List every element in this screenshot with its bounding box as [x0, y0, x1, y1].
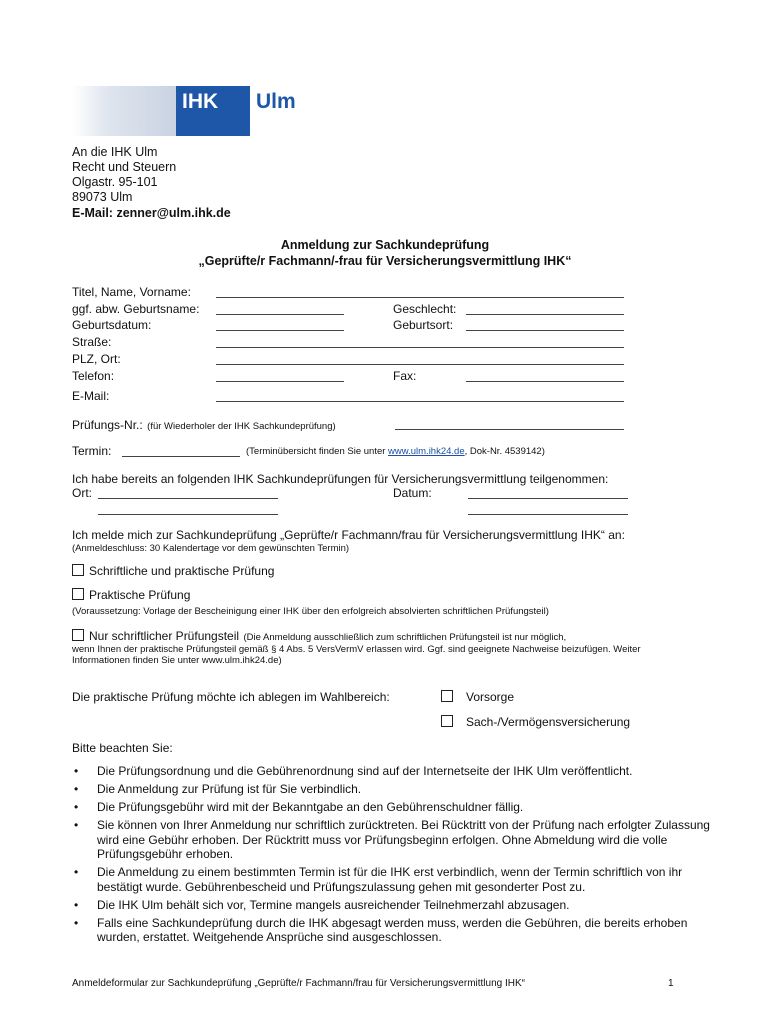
- area-vorsorge-label: Vorsorge: [466, 690, 515, 704]
- address-line3: Olgastr. 95-101: [72, 175, 158, 189]
- note-item: • Die IHK Ulm behält sich vor, Termine mangels ausreichender Teilnehmerzahl abzusagen.: [72, 898, 712, 913]
- previous-date-field-2[interactable]: [468, 514, 628, 515]
- email-label: E-Mail:: [72, 389, 110, 403]
- area-vorsorge[interactable]: [441, 690, 514, 704]
- address-line4: 89073 Ulm: [72, 190, 133, 204]
- fax-field[interactable]: [466, 381, 624, 382]
- termin-link[interactable]: www.ulm.ihk24.de: [388, 446, 465, 457]
- street-label: Straße:: [72, 335, 112, 349]
- exam-no-field[interactable]: [395, 429, 624, 430]
- form-subtitle: „Geprüfte/r Fachmann/-frau für Versicherungsvermittlung IHK“: [198, 254, 572, 268]
- phone-label: Telefon:: [72, 369, 115, 383]
- logo-city: Ulm: [256, 90, 296, 113]
- option-written-only-note-2: wenn Ihnen der praktische Prüfungsteil gemäß § 4 Abs. 5 VersVermV erlassen wird. Ggf. sind geeignete Nachweise beizufügen. Weiter: [72, 644, 641, 655]
- option-written-only[interactable]: [72, 627, 566, 645]
- option-written-practical[interactable]: [72, 564, 274, 578]
- birthdate-label: Geburtsdatum:: [72, 318, 152, 332]
- birthplace-label: Geburtsort:: [393, 318, 454, 332]
- name-field[interactable]: [216, 297, 624, 298]
- checkbox[interactable]: [441, 715, 453, 727]
- checkbox[interactable]: [72, 629, 84, 641]
- option-written-only-label: Nur schriftlicher Prüfungsteil: [89, 629, 240, 643]
- logo-gradient: [72, 86, 176, 136]
- note-item: • Sie können von Ihrer Anmeldung nur schriftlich zurücktreten. Bei Rücktritt von der Prüfung nach erfolgter Zulassung wird eine Gebühr erhoben. Der Rücktritt muss vor Prüfungsbeginn erfolgen. Ohne Abmeldung wird die volle Prüfungsgebühr erhoben.: [72, 818, 712, 862]
- note-item: • Die Prüfungsordnung und die Gebührenordnung sind auf der Internetseite der IHK Ulm veröffentlicht.: [72, 764, 712, 779]
- birthplace-field[interactable]: [466, 330, 624, 331]
- termin-label: Termin:: [72, 444, 112, 458]
- address-line2: Recht und Steuern: [72, 160, 177, 174]
- notes-list: [72, 764, 712, 948]
- option-practical-label: Praktische Prüfung: [89, 588, 191, 602]
- checkbox[interactable]: [72, 588, 84, 600]
- previous-date-label: Datum:: [393, 486, 432, 500]
- termin-hint: [246, 446, 545, 457]
- termin-field[interactable]: [122, 456, 240, 457]
- option-practical[interactable]: [72, 588, 190, 602]
- city-label: PLZ, Ort:: [72, 352, 121, 366]
- gender-label: Geschlecht:: [393, 302, 457, 316]
- logo-org: IHK: [182, 90, 219, 113]
- exam-no-hint: (für Wiederholer der IHK Sachkundeprüfung): [147, 421, 336, 432]
- page-number: 1: [668, 978, 674, 989]
- address-email: E-Mail: zenner@ulm.ihk.de: [72, 206, 231, 220]
- fax-label: Fax:: [393, 369, 417, 383]
- area-sach-label: Sach-/Vermögensversicherung: [466, 715, 631, 729]
- logo-ihk-block: [176, 86, 250, 136]
- note-item: • Die Anmeldung zur Prüfung ist für Sie verbindlich.: [72, 782, 712, 797]
- email-field[interactable]: [216, 401, 624, 402]
- notes-heading: Bitte beachten Sie:: [72, 741, 173, 755]
- birthdate-field[interactable]: [216, 330, 344, 331]
- option-practical-note: (Voraussetzung: Vorlage der Bescheinigung einer IHK über den erfolgreich absolvierten schriftlichen Prüfungsteil): [72, 606, 549, 617]
- form-title: Anmeldung zur Sachkundeprüfung: [280, 238, 490, 252]
- address-line1: An die IHK Ulm: [72, 145, 158, 159]
- birthname-field[interactable]: [216, 314, 344, 315]
- register-text: Ich melde mich zur Sachkundeprüfung „Geprüfte/r Fachmann/frau für Versicherungsvermittlung IHK“ an:: [72, 528, 625, 542]
- ihk-ulm-logo: [72, 86, 296, 136]
- previous-place-label: Ort:: [72, 486, 92, 500]
- exam-no-label: Prüfungs-Nr.:: [72, 418, 143, 432]
- phone-field[interactable]: [216, 381, 344, 382]
- previous-place-field-2[interactable]: [98, 514, 278, 515]
- previous-date-field-1[interactable]: [468, 498, 628, 499]
- option-written-only-note: (Die Anmeldung ausschließlich zum schriftlichen Prüfungsteil ist nur möglich,: [243, 632, 567, 643]
- termin-hint-pre: (Terminübersicht finden Sie unter: [246, 446, 389, 457]
- note-item: • Die Prüfungsgebühr wird mit der Bekanntgabe an den Gebührenschuldner fällig.: [72, 800, 712, 815]
- area-sach[interactable]: [441, 715, 630, 729]
- gender-field[interactable]: [466, 314, 624, 315]
- birthname-label: ggf. abw. Geburtsname:: [72, 302, 200, 316]
- exam-no-row: [72, 416, 336, 434]
- city-field[interactable]: [216, 364, 624, 365]
- previous-place-field-1[interactable]: [98, 498, 278, 499]
- footer-text: Anmeldeformular zur Sachkundeprüfung „Geprüfte/r Fachmann/frau für Versicherungsvermittlung IHK“: [72, 978, 525, 989]
- checkbox[interactable]: [72, 564, 84, 576]
- option-written-practical-label: Schriftliche und praktische Prüfung: [89, 564, 275, 578]
- name-label: Titel, Name, Vorname:: [72, 285, 191, 299]
- checkbox[interactable]: [441, 690, 453, 702]
- street-field[interactable]: [216, 347, 624, 348]
- register-deadline: (Anmeldeschluss: 30 Kalendertage vor dem gewünschten Termin): [72, 543, 350, 554]
- termin-hint-post: , Dok-Nr. 4539142): [464, 446, 545, 457]
- note-item: • Falls eine Sachkundeprüfung durch die IHK abgesagt werden muss, werden die Gebühren, die bereits erhoben wurden, erstattet. Weitgehende Ansprüche sind ausgeschlossen.: [72, 916, 712, 945]
- option-written-only-note-3: Informationen finden Sie unter www.ulm.ihk24.de): [72, 655, 282, 666]
- practical-area-label: Die praktische Prüfung möchte ich ablegen im Wahlbereich:: [72, 690, 390, 704]
- note-item: • Die Anmeldung zu einem bestimmten Termin ist für die IHK erst verbindlich, wenn der Termin schriftlich von ihr bestätigt wurde. Gebührenbescheid und Prüfungszulassung gehen mit gesonderter Post zu.: [72, 865, 712, 894]
- previous-text: Ich habe bereits an folgenden IHK Sachkundeprüfungen für Versicherungsvermittlung teilgenommen:: [72, 472, 609, 486]
